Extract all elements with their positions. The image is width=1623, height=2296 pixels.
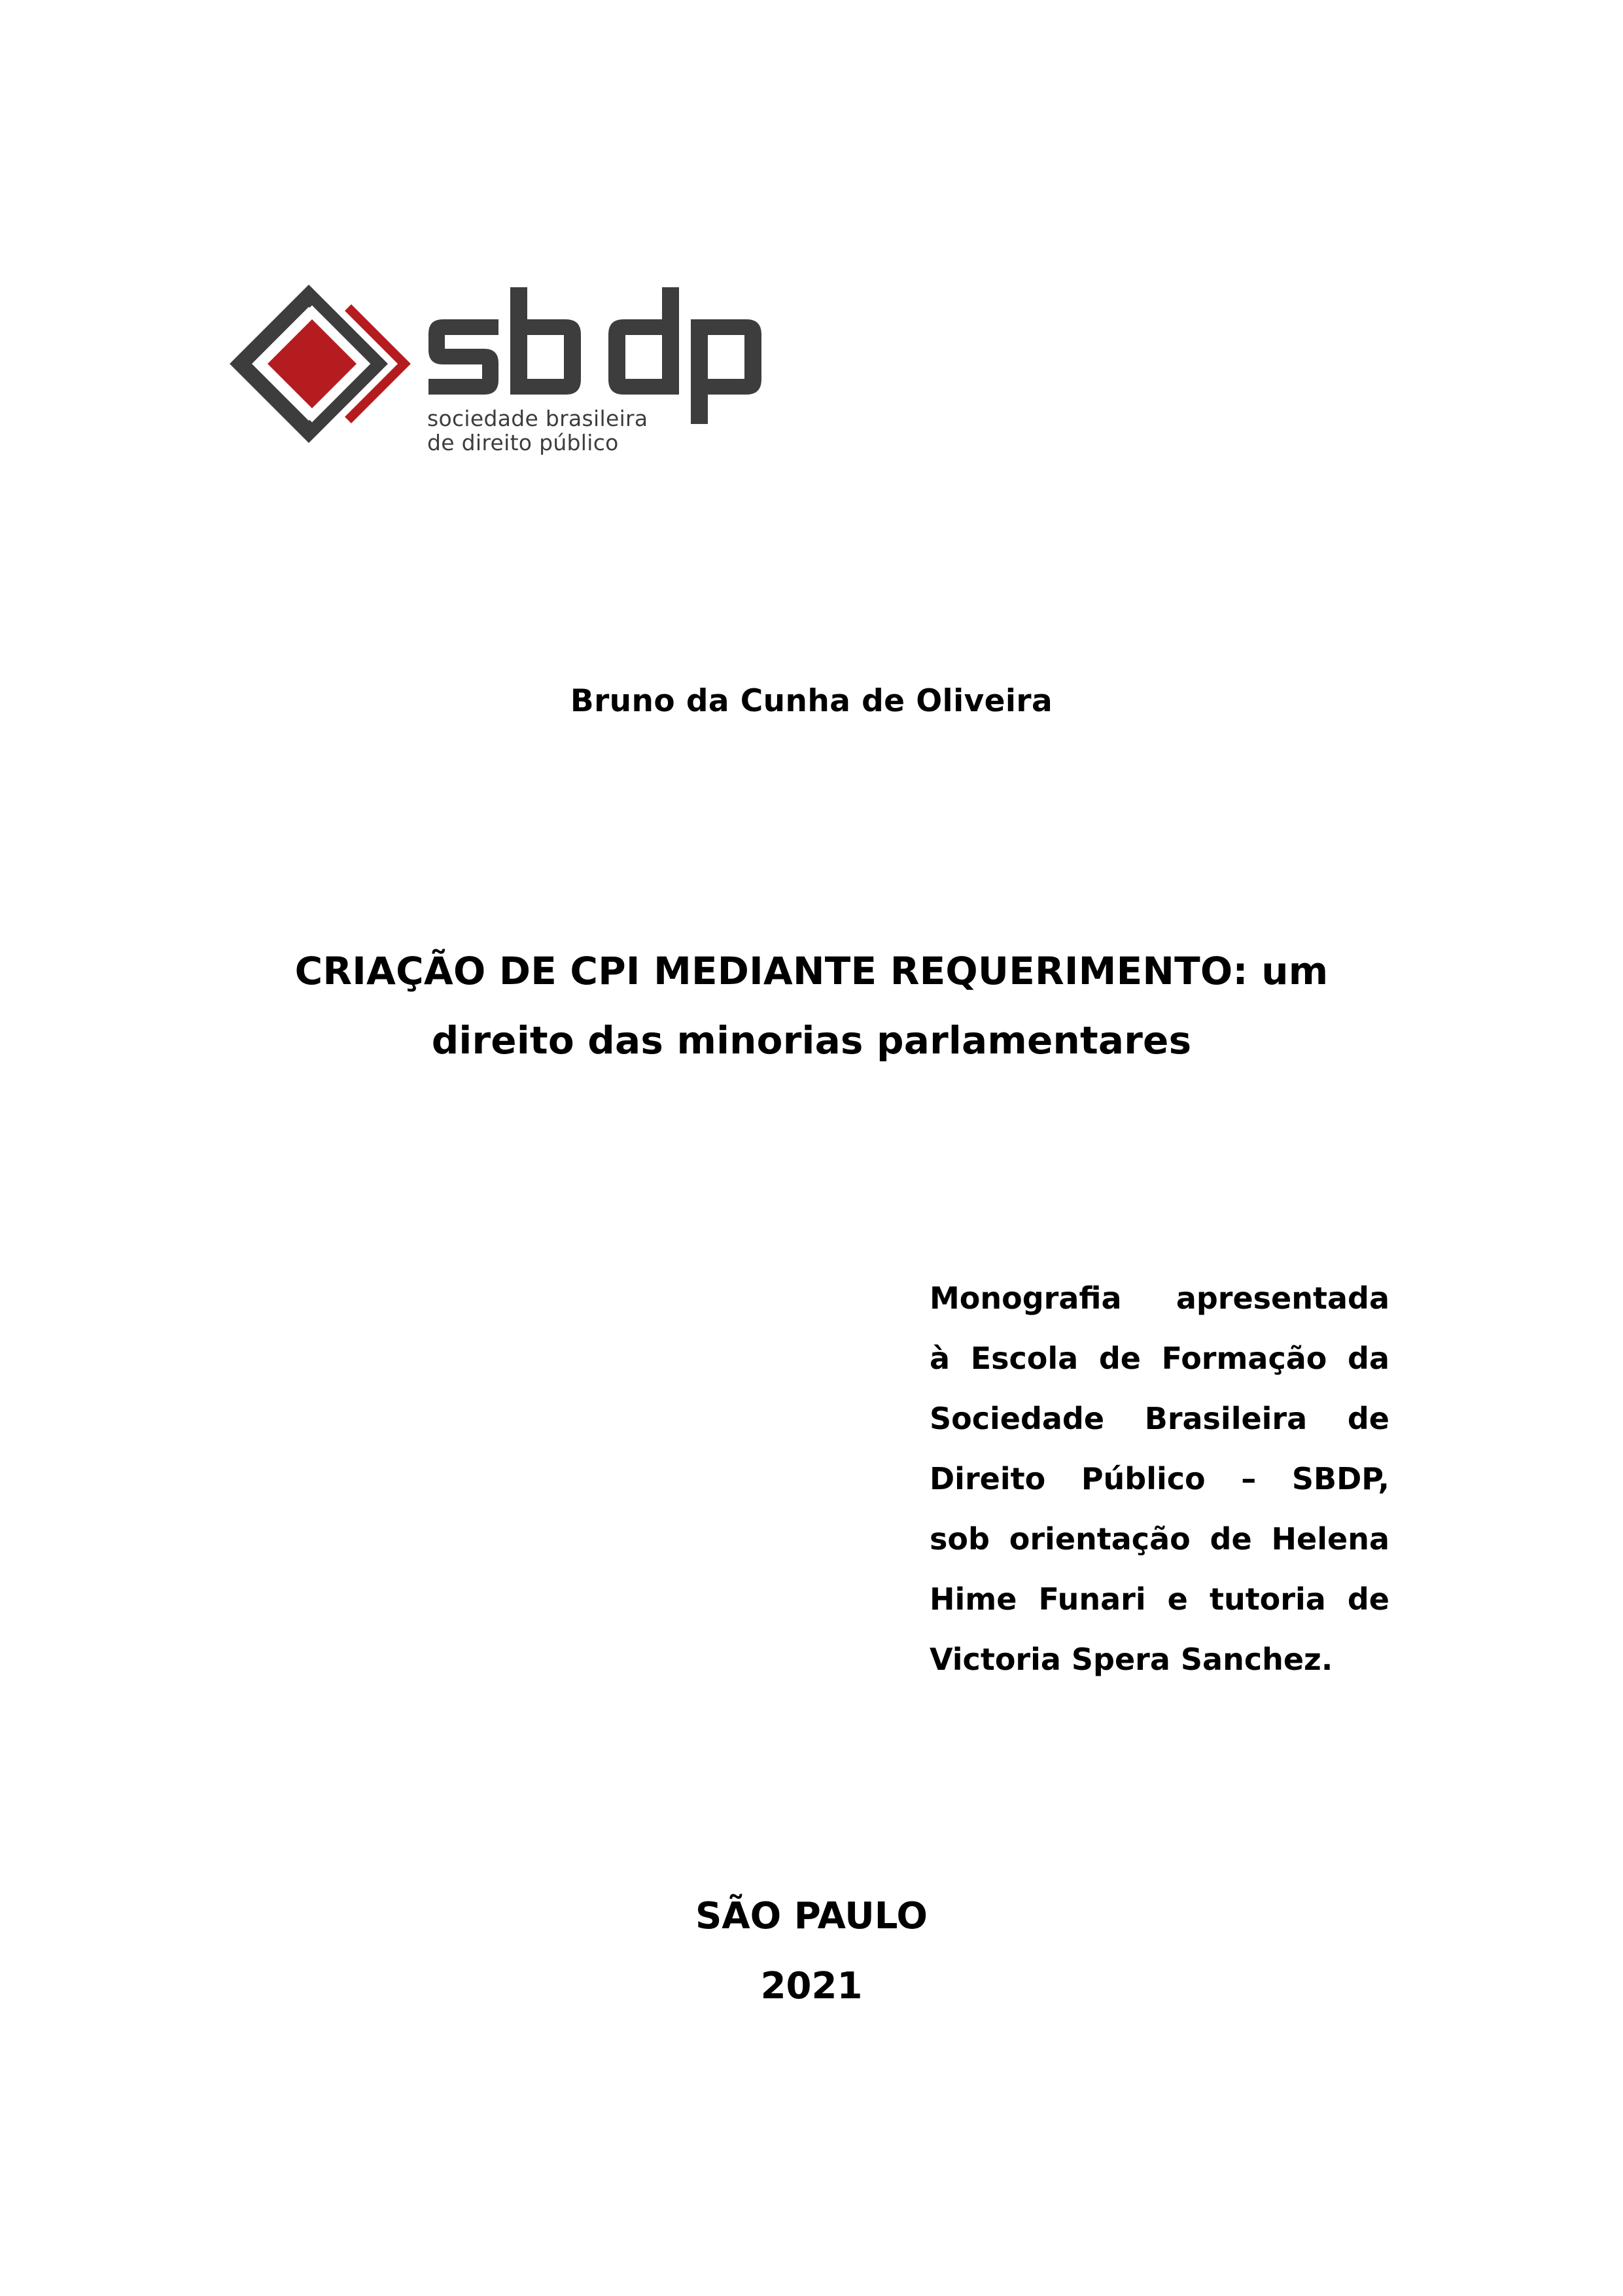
monograph-line: sob orientação de Helena [930,1521,1389,1557]
monograph-line: à Escola de Formação da [930,1341,1389,1376]
monograph-line: Direito Público – SBDP, [930,1461,1389,1496]
city: SÃO PAULO [695,1895,928,1937]
sbdp-logo [222,278,778,461]
logo-subtitle [427,406,648,455]
monograph-note [930,1268,1389,1689]
year: 2021 [760,1965,863,2007]
logo-subtitle-line-1: sociedade brasileira [427,406,648,431]
monograph-line: Monografia apresentada [930,1280,1389,1316]
monograph-line: Victoria Spera Sanchez. [930,1642,1333,1677]
logo-subtitle-line-2: de direito público [427,430,619,455]
author-name: Bruno da Cunha de Oliveira [570,683,1053,719]
title-line-2: direito das minorias parlamentares [431,1018,1192,1063]
monograph-line: Sociedade Brasileira de [930,1401,1389,1436]
monograph-line: Hime Funari e tutoria de [930,1581,1389,1617]
title-line-1: CRIAÇÃO DE CPI MEDIANTE REQUERIMENTO: um [294,949,1329,993]
